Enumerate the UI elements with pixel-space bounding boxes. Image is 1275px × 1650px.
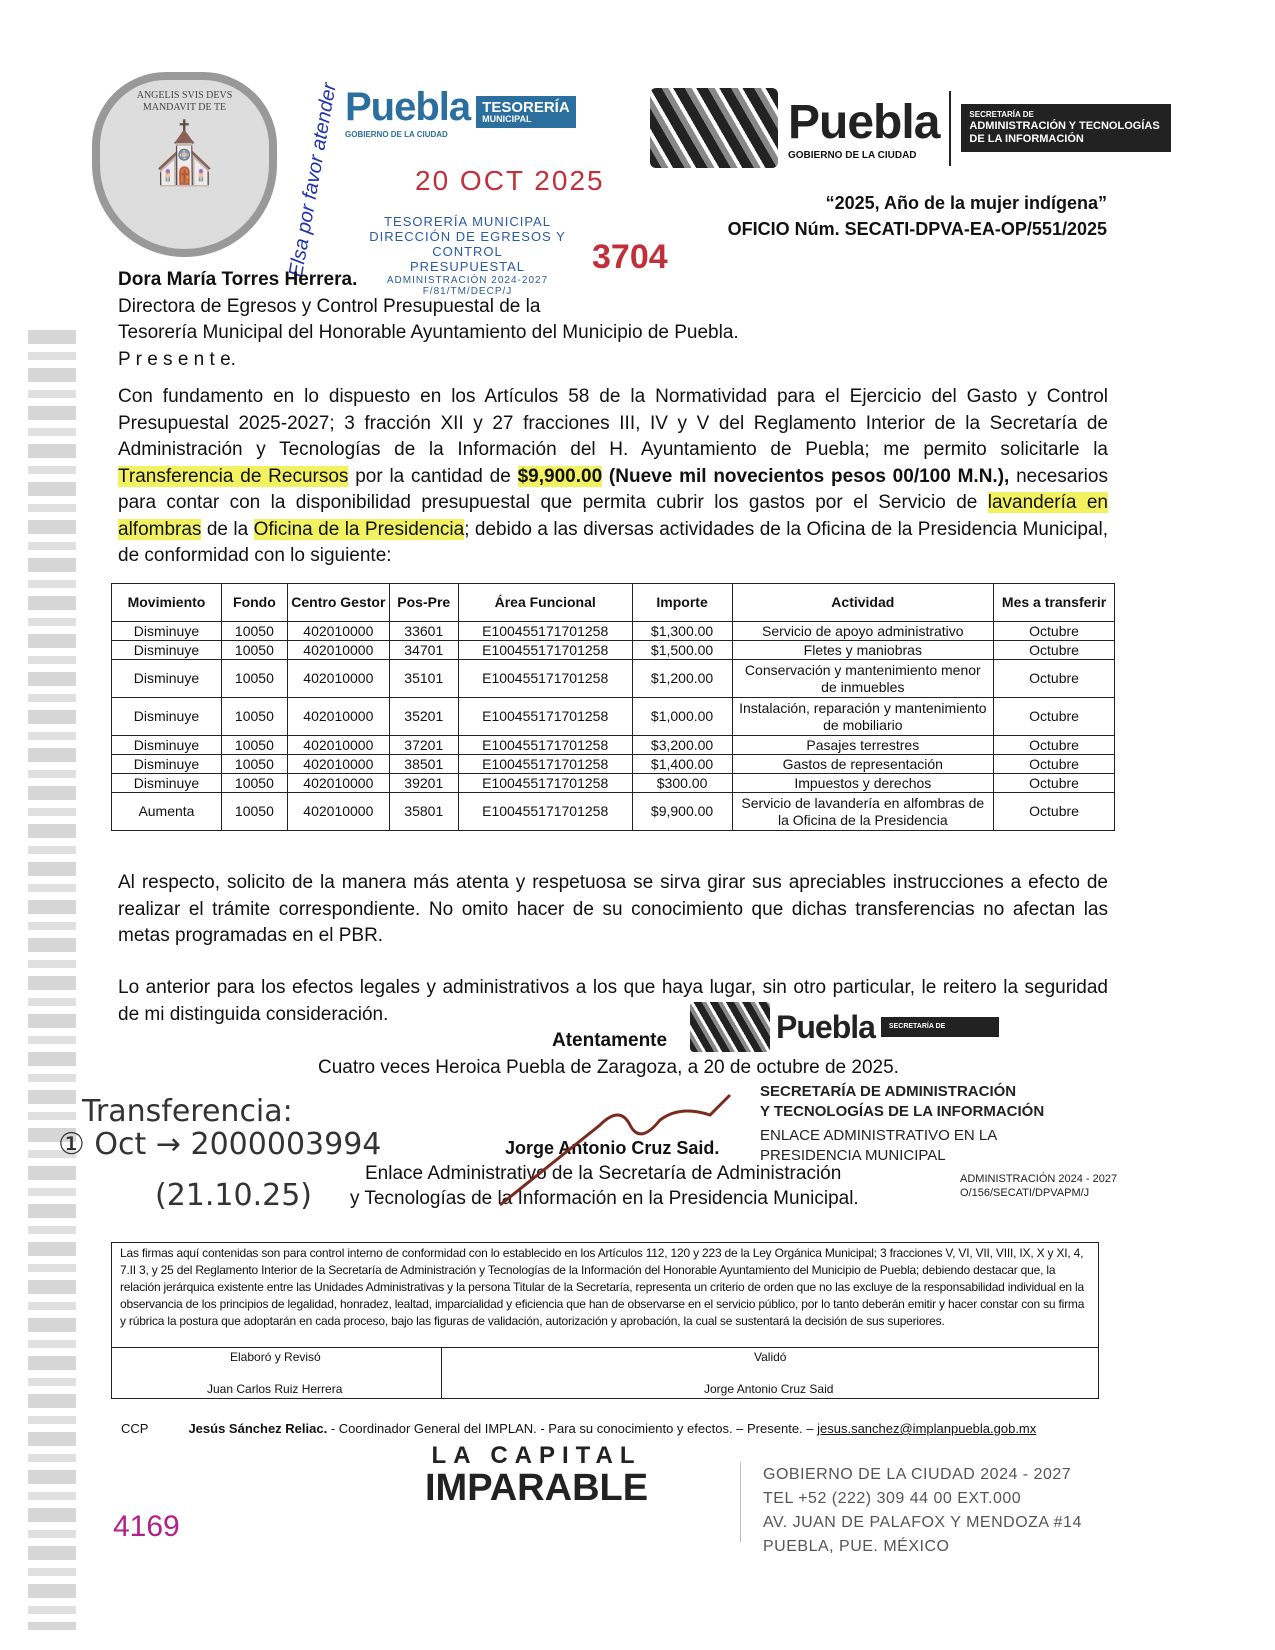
logo-subtitle: GOBIERNO DE LA CIUDAD — [345, 130, 448, 139]
table-cell: 10050 — [221, 793, 287, 831]
text: necesarios para contar con la disponibilidad presupuestal que permita cubrir los gastos por el Servicio de — [118, 465, 1108, 513]
table-cell: 402010000 — [287, 660, 389, 698]
transfer-table — [111, 583, 1115, 831]
table-cell: $1,300.00 — [632, 622, 732, 641]
signature-mark — [480, 1085, 740, 1215]
signer-name: Jorge Antonio Cruz Said. — [505, 1138, 720, 1158]
table-cell: E100455171701258 — [458, 755, 632, 774]
logo-box-line: TESORERÍA — [482, 99, 570, 116]
text: Con fundamento en lo dispuesto en los Artículos 58 de la Normatividad para el Ejercicio del Gasto y Control Presupuestal 2025-2027; 3 fracción XII y 27 fracciones III, IV y V del Reglamento Interior de la Secretaría de Administración y Tecnologías de la Información del H. Ayuntamiento de Puebla; me permito solicitarle la — [118, 386, 1108, 460]
stamp-line: PRESUPUESTAL — [409, 258, 526, 274]
logo-box-line: SECRETARÍA DE — [969, 110, 1034, 120]
recipient-block — [118, 267, 818, 373]
signature-name: Juan Carlos Ruiz Herrera — [207, 1382, 343, 1396]
table-cell: Instalación, reparación y mantenimiento de mobiliario — [732, 698, 994, 736]
handwritten-transfer-number: ① Oct → 2000003994 — [58, 1127, 382, 1162]
column-header: Movimiento — [112, 584, 222, 622]
table-cell: Conservación y mantenimiento menor de inmuebles — [732, 660, 994, 698]
table-cell: $9,900.00 — [632, 793, 732, 831]
city-seal-logo — [92, 72, 277, 257]
table-cell: 10050 — [221, 641, 287, 660]
table-row — [112, 622, 1115, 641]
table-cell: Disminuye — [112, 736, 222, 755]
column-header: Fondo — [221, 584, 287, 622]
table-row — [112, 774, 1115, 793]
stamp-line: ADMINISTRACIÓN 2024 - 2027 — [960, 1173, 1118, 1185]
ccp-email-link[interactable]: jesus.sanchez@implanpuebla.gob.mx — [817, 1421, 1037, 1436]
decorative-border — [28, 330, 76, 1630]
logo-box-line: ADMINISTRACIÓN Y TECNOLOGÍAS — [969, 119, 1160, 132]
footer-line: TEL +52 (222) 309 44 00 EXT.000 — [763, 1490, 1022, 1507]
secati-logo — [650, 88, 1171, 168]
table-cell: Pasajes terrestres — [732, 736, 994, 755]
stamp-line: DIRECCIÓN DE EGRESOS Y CONTROL — [369, 228, 566, 259]
stamp-line: F/81/TM/DECP/J — [422, 286, 513, 298]
column-header: Área Funcional — [458, 584, 632, 622]
stamp-line: ENLACE ADMINISTRATIVO EN LA — [760, 1127, 998, 1144]
table-cell: 402010000 — [287, 755, 389, 774]
table-cell: 10050 — [221, 622, 287, 641]
table-cell: E100455171701258 — [458, 793, 632, 831]
signer-title: Enlace Administrativo de la Secretaría de Administración — [365, 1163, 842, 1184]
legal-note: Las firmas aquí contenidas son para control interno de conformidad con lo establecido en los Artículos 112, 120 y 223 de la Ley Orgánica Municipal; 3 fracciones V, VI, VII, VIII, IX, X y XI, 4, 7.II 3, y 25 del Reglamento Interior de la Secretaría de Administración y Tecnologías de la Información del Honorable Ayuntamiento del Municipio de Puebla; debiendo destacar que, la relación jerárquica existente entre las Unidades Administrativas y la persona Titular de la Secretaría, representa un criterio de orden que no las excluye de la responsabilidad individual en la observancia de los principios de legalidad, honradez, lealtad, imparcialidad y eficiencia que han de observarse en el servicio público, por lo tanto deberán emitir y hacer constar con su firma y rúbrica la postura que adoptarán en cada proceso, bajo las figuras de validación, autorización y aprobación, la cual se sustentará la decisión de sus superiores. — [111, 1242, 1099, 1348]
column-header: Pos-Pre — [389, 584, 458, 622]
table-row — [112, 736, 1115, 755]
table-cell: 402010000 — [287, 736, 389, 755]
table-cell: Octubre — [994, 793, 1115, 831]
footer-line: GOBIERNO DE LA CIUDAD 2024 - 2027 — [763, 1466, 1072, 1483]
table-cell: E100455171701258 — [458, 660, 632, 698]
logo-emblem-icon — [690, 1002, 770, 1052]
signature-name: Jorge Antonio Cruz Said — [704, 1382, 834, 1396]
table-row — [112, 755, 1115, 774]
table-cell: E100455171701258 — [458, 622, 632, 641]
logo-box-line: MUNICIPAL — [482, 114, 532, 124]
highlight: Transferencia de Recursos — [118, 465, 349, 487]
table-cell: $1,200.00 — [632, 660, 732, 698]
table-cell: Gastos de representación — [732, 755, 994, 774]
table-cell: Impuestos y derechos — [732, 774, 994, 793]
handwritten-transfer-label: Transferencia: — [82, 1094, 293, 1129]
atentamente: Atentamente — [552, 1030, 668, 1051]
stamp-line: Y TECNOLOGÍAS DE LA INFORMACIÓN — [760, 1103, 1045, 1120]
table-row — [112, 641, 1115, 660]
paragraph-request — [118, 384, 1108, 570]
table-cell: 402010000 — [287, 641, 389, 660]
recipient-name: Dora María Torres Herrera. — [118, 269, 358, 290]
table-cell: Disminuye — [112, 774, 222, 793]
footer-line: AV. JUAN DE PALAFOX Y MENDOZA #14 — [763, 1514, 1082, 1531]
table-cell: Servicio de lavandería en alfombras de la Oficina de la Presidencia — [732, 793, 994, 831]
logo-box-line: DE LA INFORMACIÓN — [969, 132, 1084, 145]
recipient-institution: Tesorería Municipal del Honorable Ayuntamiento del Municipio de Puebla. — [118, 322, 739, 343]
text: por la cantidad de — [348, 465, 518, 487]
table-row — [112, 660, 1115, 698]
table-cell: 35201 — [389, 698, 458, 736]
table-cell: 10050 — [221, 774, 287, 793]
slogan-line: LA CAPITAL — [431, 1442, 642, 1469]
table-cell: 10050 — [221, 736, 287, 755]
table-cell: 35801 — [389, 793, 458, 831]
text: de la — [201, 518, 254, 540]
oficio-number: OFICIO Núm. SECATI-DPVA-EA-OP/551/2025 — [727, 219, 1107, 239]
column-header: Mes a transferir — [994, 584, 1115, 622]
table-cell: Disminuye — [112, 660, 222, 698]
folio-number: 3704 — [592, 238, 668, 276]
table-cell: 402010000 — [287, 622, 389, 641]
amount-highlight: $9,900.00 — [517, 465, 603, 487]
table-cell: 37201 — [389, 736, 458, 755]
table-cell: 402010000 — [287, 793, 389, 831]
logo-emblem-icon — [650, 88, 778, 168]
table-cell: 35101 — [389, 660, 458, 698]
signer-title: y Tecnologías de la Información en la Presidencia Municipal. — [350, 1188, 859, 1209]
table-cell: Octubre — [994, 660, 1115, 698]
table-cell: 38501 — [389, 755, 458, 774]
table-cell: Disminuye — [112, 641, 222, 660]
table-cell: 10050 — [221, 755, 287, 774]
table-cell: $300.00 — [632, 774, 732, 793]
recipient-title: Directora de Egresos y Control Presupuestal de la — [118, 295, 541, 317]
logo-brand: Puebla — [345, 85, 471, 129]
table-row — [112, 698, 1115, 736]
table-cell: Octubre — [994, 698, 1115, 736]
logo-box-line: SECRETARÍA DE — [881, 1017, 999, 1037]
ccp-label: CCP — [121, 1421, 149, 1436]
presente: P r e s e n t e. — [118, 348, 236, 370]
highlight: Oficina de la Presidencia — [253, 518, 465, 540]
paragraph-closing: Lo anterior para los efectos legales y administrativos a los que haya lugar, sin otro particular, le reitero la seguridad de mi distinguida consideración. — [118, 977, 1108, 1025]
signature-label: Validó — [754, 1350, 787, 1364]
header-right — [728, 190, 1107, 242]
ccp-text: - Coordinador General del IMPLAN. - Para su conocimiento y efectos. – Presente. – — [327, 1421, 818, 1436]
footer-contact — [763, 1463, 1082, 1559]
place-date: Cuatro veces Heroica Puebla de Zaragoza, a 20 de octubre de 2025. — [318, 1057, 899, 1078]
table-cell: Octubre — [994, 641, 1115, 660]
highlight: lavandería en alfombras — [118, 492, 1108, 540]
slogan-line: IMPARABLE — [425, 1467, 649, 1509]
column-header: Importe — [632, 584, 732, 622]
table-cell: Aumenta — [112, 793, 222, 831]
ccp-name: Jesús Sánchez Reliac. — [188, 1421, 328, 1436]
table-cell: 33601 — [389, 622, 458, 641]
table-cell: 402010000 — [287, 698, 389, 736]
table-cell: E100455171701258 — [458, 774, 632, 793]
handwritten-note: Elsa por favor atender — [285, 81, 341, 279]
signature-table — [111, 1347, 1099, 1399]
table-cell: E100455171701258 — [458, 698, 632, 736]
table-cell: Octubre — [994, 755, 1115, 774]
table-cell: 10050 — [221, 698, 287, 736]
ccp-line — [121, 1421, 1111, 1436]
logo-brand: Puebla — [788, 96, 940, 149]
secati-stamp — [760, 1082, 1117, 1200]
stamp-line: ADMINISTRACIÓN 2024-2027 — [386, 274, 549, 286]
table-cell: $1,000.00 — [632, 698, 732, 736]
table-cell: $1,400.00 — [632, 755, 732, 774]
table-cell: $1,500.00 — [632, 641, 732, 660]
table-cell: Servicio de apoyo administrativo — [732, 622, 994, 641]
column-header: Actividad — [732, 584, 994, 622]
paragraph-request-instructions: Al respecto, solicito de la manera más atenta y respetuosa se sirva girar sus apreciables instrucciones a efecto de realizar el trámite correspondiente. No omito hacer de su conocimiento que dichas transferencias no afectan las metas programadas en el PBR. — [118, 872, 1108, 946]
stamp-line: O/156/SECATI/DPVAPM/J — [960, 1187, 1090, 1199]
text: ; debido a las diversas actividades de la Oficina de la Presidencia Municipal, de conformidad con lo siguiente: — [118, 518, 1109, 566]
secati-stamp-logo — [690, 1002, 999, 1052]
table-cell: E100455171701258 — [458, 736, 632, 755]
table-cell: E100455171701258 — [458, 641, 632, 660]
logo-subtitle: GOBIERNO DE LA CIUDAD — [788, 150, 917, 161]
table-cell: Octubre — [994, 774, 1115, 793]
stamp-line: TESORERÍA MUNICIPAL — [384, 214, 551, 229]
table-cell: 34701 — [389, 641, 458, 660]
table-cell: Disminuye — [112, 755, 222, 774]
handwritten-date: (21.10.25) — [155, 1178, 313, 1213]
tesoreria-logo — [345, 85, 576, 139]
amount-words: (Nueve mil novecientos pesos 00/100 M.N.), — [602, 465, 1010, 487]
column-header: Centro Gestor — [287, 584, 389, 622]
seal-building-icon: ⛪ — [147, 121, 222, 187]
table-row — [112, 793, 1115, 831]
table-cell: Disminuye — [112, 698, 222, 736]
table-cell: Disminuye — [112, 622, 222, 641]
table-cell: Fletes y maniobras — [732, 641, 994, 660]
year-motto: “2025, Año de la mujer indígena” — [825, 193, 1107, 213]
stamp-line: SECRETARÍA DE ADMINISTRACIÓN — [760, 1083, 1017, 1100]
table-cell: 402010000 — [287, 774, 389, 793]
signature-label: Elaboró y Revisó — [230, 1350, 321, 1364]
table-cell: 39201 — [389, 774, 458, 793]
handwritten-page-number: 4169 — [113, 1510, 180, 1543]
table-cell: 10050 — [221, 660, 287, 698]
stamp-line: PRESIDENCIA MUNICIPAL — [760, 1147, 946, 1164]
seal-text: ANGELIS SVIS DEVS MANDAVIT DE TE — [136, 90, 233, 113]
table-cell: $3,200.00 — [632, 736, 732, 755]
logo-brand: Puebla — [776, 1008, 875, 1045]
date-stamp: 20 OCT 2025 — [415, 165, 605, 196]
table-cell: Octubre — [994, 622, 1115, 641]
footer-line: PUEBLA, PUE. MÉXICO — [763, 1538, 950, 1555]
table-cell: Octubre — [994, 736, 1115, 755]
slogan-logo — [425, 1442, 649, 1509]
